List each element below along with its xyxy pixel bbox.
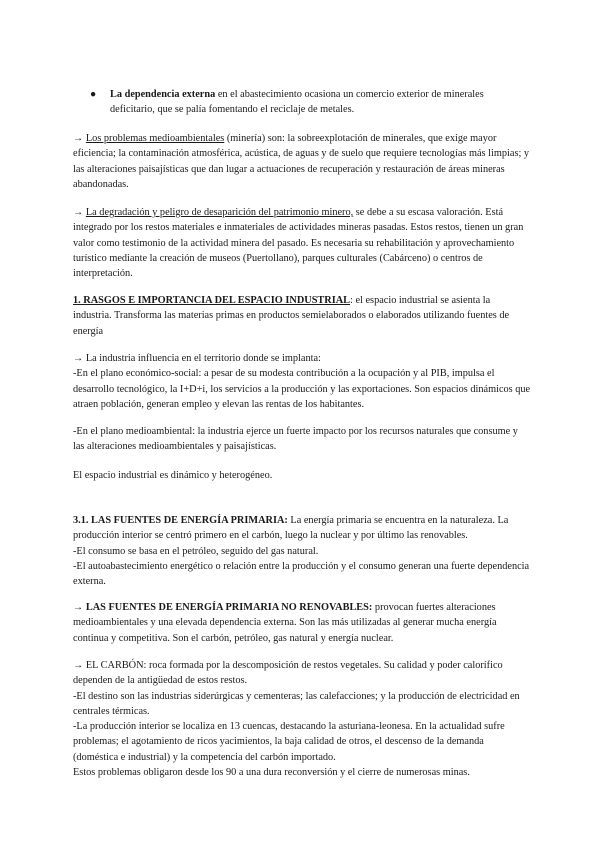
section-fuentes-energia-primaria (73, 513, 531, 589)
section-title: → LAS FUENTES DE ENERGÍA PRIMARIA NO RENOVABLES: (73, 602, 373, 613)
arrow-glyph: → (73, 207, 86, 218)
section-title: 3.1. LAS FUENTES DE ENERGÍA PRIMARIA: (73, 515, 288, 526)
bullet-rest: en el abastecimiento ocasiona un comercio exterior de minerales deficitario, que se palía fomentando el reciclaje de metales. (110, 89, 484, 116)
bullet-item-dependencia (91, 87, 521, 118)
paragraph-plano-medioambiental: -En el plano medioambiental: la industria ejerce un fuerte impacto por los recursos naturales que consume y las alteraciones medioambientales y paisajísticas. (73, 426, 518, 453)
paragraph-line: → EL CARBÓN: roca formada por la descomposición de restos vegetales. Su calidad y poder calorífico dependen de la antigüedad de estos restos. (73, 660, 503, 687)
paragraph-line: -En el plano económico-social: a pesar de su modesta contribución a la ocupación y al PIB, impulsa el desarrollo tecnológico, la I+D+i, los servicios a la producción y las exportaciones. Son espacios dinámicos que atraen población, generan empleo y elevan las rentas de los habitantes. (73, 368, 531, 410)
bullet-marker: ● (90, 89, 97, 100)
bullet-bold: La dependencia externa (110, 89, 216, 100)
paragraph-problemas-medioambientales (73, 131, 531, 192)
section-title: 1. RASGOS E IMPORTANCIA DEL ESPACIO INDUSTRIAL (73, 295, 351, 306)
paragraph-text: (minería) son: la sobreexplotación de minerales, que exige mayor eficiencia; la contaminación atmosférica, acústica, de aguas y de suelo que requiere tecnologías más limpias; y las alteraciones paisajísticas que dan lugar a actuaciones de recuperación y restauración de áreas mineras abandonadas. (73, 133, 530, 190)
paragraph-text: provocan fuertes alteraciones medioambientales y una elevada dependencia externa. Son las más utilizadas al generar mucha energía continua y competitiva. Son el carbón, petróleo, gas natural y energía nuclear. (73, 602, 497, 644)
paragraph-line: -El autoabastecimiento energético o relación entre la producción y el consumo generan una fuerte dependencia externa. (73, 560, 530, 588)
paragraph-espacio-dinamico: El espacio industrial es dinámico y heterogéneo. (73, 470, 273, 481)
bullet-text (91, 87, 521, 118)
paragraph-text: La energía primaria se encuentra en la naturaleza. La producción interior se centró primero en el carbón, luego la nuclear y por último las renovables. (73, 515, 509, 542)
paragraph-line: → La industria influencia en el territorio donde se implanta: (73, 353, 321, 364)
paragraph-text: : el espacio industrial se asienta la industria. Transforma las materias primas en productos semielaborados o elaborados utilizando fuentes de energía (73, 295, 510, 337)
paragraph-line: -El consumo se basa en el petróleo, seguido del gas natural. (73, 545, 319, 557)
paragraph-line (73, 513, 531, 544)
paragraph-text: se debe a su escasa valoración. Está integrado por los restos materiales e inmateriales de actividades mineras pasadas. Estos restos, tienen un gran valor como testimonio de la actividad minera del pasado. Es necesaria su rehabilitación y aprovechamiento turístico mediante la creación de museos (Puertollano), parques culturales (Cabárceno) o centros de interpretación. (73, 207, 524, 280)
paragraph-line: Estos problemas obligaron desde los 90 a una dura reconversión y el cierre de numerosas minas. (73, 767, 470, 779)
section-carbon (73, 658, 531, 780)
paragraph-line: -El destino son las industrias siderúrgicas y cementeras; las calefacciones; y la producción de electricidad en centrales térmicas. (73, 690, 520, 717)
paragraph-patrimonio-minero (73, 205, 531, 281)
arrow-glyph: → (73, 133, 86, 144)
underlined-term: La degradación y peligro de desaparición del patrimonio minero, (85, 207, 354, 218)
underlined-term: Los problemas medioambientales (85, 133, 225, 144)
section-heading-espacio-industrial (73, 293, 531, 339)
paragraph-line: -La producción interior se localiza en 13 cuencas, destacando la asturiana-leonesa. En la actualidad sufre problemas; el agotamiento de ricos yacimientos, la baja calidad de otros, el descenso de la demanda (doméstica e industrial) y la competencia del carbón importado. (73, 721, 505, 763)
section-no-renovables (73, 600, 531, 646)
paragraph-influencia-territorio (73, 351, 531, 412)
